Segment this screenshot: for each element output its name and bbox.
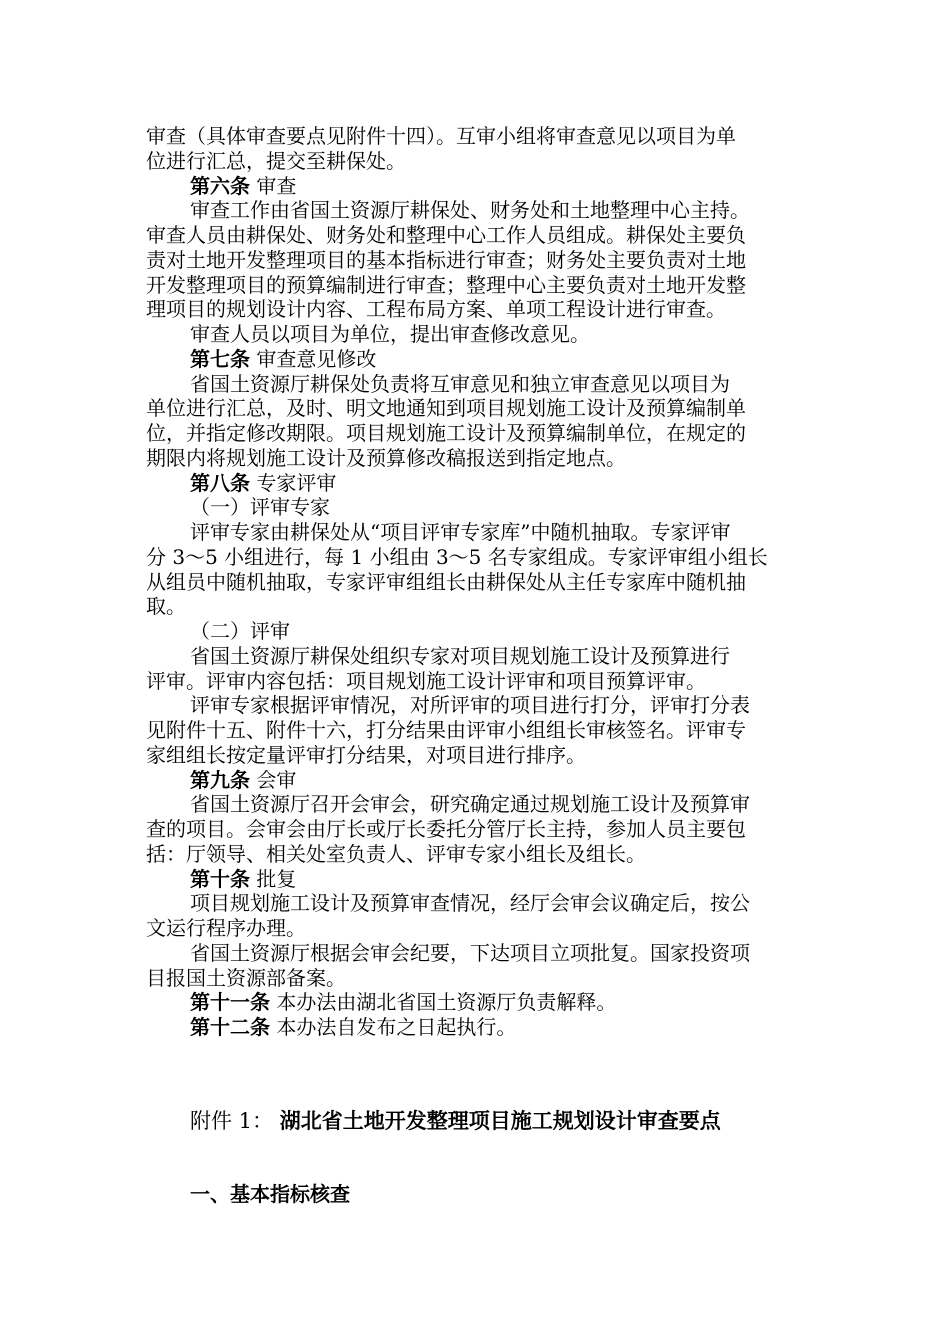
line-text: 责对土地开发整理项目的基本指标进行审查；财务处主要负责对土地	[146, 248, 746, 272]
paragraph-line	[146, 296, 726, 322]
article-number: 第六条	[190, 174, 250, 198]
attachment-title-text: 湖北省土地开发整理项目施工规划设计审查要点	[279, 1109, 721, 1133]
article-heading-line	[190, 1014, 516, 1040]
paragraph-line	[146, 247, 746, 273]
paragraph-line	[190, 371, 730, 397]
line-text: 理项目的规划设计内容、工程布局方案、单项工程设计进行审查。	[146, 297, 726, 321]
line-text: 评审。评审内容包括：项目规划施工设计评审和项目预算评审。	[146, 669, 706, 693]
line-text: 审查人员由耕保处、财务处和整理中心工作人员组成。耕保处主要负	[146, 223, 746, 247]
article-heading-line	[190, 989, 616, 1015]
line-text: 批复	[250, 867, 297, 891]
line-text: 评审专家根据评审情况，对所评审的项目进行打分，评审打分表	[190, 693, 750, 717]
paragraph-line	[146, 272, 746, 298]
line-text: 项目规划施工设计及预算审查情况，经厅会审会议确定后，按公	[190, 891, 750, 915]
paragraph-line	[146, 915, 306, 941]
paragraph-line	[146, 445, 626, 471]
article-number: 第八条	[190, 471, 250, 495]
line-text: 专家评审	[250, 471, 337, 495]
paragraph-line	[190, 197, 750, 223]
line-text: 查的项目。会审会由厅长或厅长委托分管厅长主持，参加人员主要包	[146, 817, 746, 841]
line-text: 取。	[146, 594, 186, 618]
paragraph-line	[146, 816, 746, 842]
section-heading: 一、基本指标核查	[190, 1182, 350, 1206]
line-text: 本办法由湖北省国土资源厅负责解释。	[270, 990, 617, 1014]
paragraph-line	[146, 717, 746, 743]
paragraph-line	[190, 643, 730, 669]
article-number: 第十二条	[190, 1015, 270, 1039]
line-text: 审查人员以项目为单位，提出审查修改意见。	[190, 322, 590, 346]
article-heading-line	[190, 866, 296, 892]
article-number: 第十一条	[190, 990, 270, 1014]
article-number: 第九条	[190, 768, 250, 792]
attachment-prefix: 附件 1：	[190, 1109, 274, 1133]
line-text: 目报国土资源部备案。	[146, 966, 346, 990]
line-text: 审查	[250, 174, 297, 198]
paragraph-line	[146, 965, 346, 991]
paragraph-line	[146, 148, 406, 174]
paragraph-line	[190, 940, 750, 966]
line-text: 开发整理项目的预算编制进行审查；整理中心主要负责对土地开发整	[146, 273, 746, 297]
paragraph-line	[190, 494, 330, 520]
line-text: 审查工作由省国土资源厅耕保处、财务处和土地整理中心主持。	[190, 198, 750, 222]
line-text: 本办法自发布之日起执行。	[270, 1015, 517, 1039]
line-text: （二）评审	[190, 619, 290, 643]
line-text: 省国土资源厅召开会审会，研究确定通过规划施工设计及预算审	[190, 792, 750, 816]
paragraph-line	[190, 321, 590, 347]
paragraph-line	[190, 519, 730, 545]
line-text: 省国土资源厅耕保处组织专家对项目规划施工设计及预算进行	[190, 644, 730, 668]
attachment-title	[190, 1108, 721, 1134]
article-heading-line	[190, 173, 296, 199]
paragraph-line	[146, 395, 746, 421]
line-text: 期限内将规划施工设计及预算修改稿报送到指定地点。	[146, 446, 626, 470]
paragraph-line	[190, 791, 750, 817]
article-number: 第七条	[190, 347, 250, 371]
line-text: 见附件十五、附件十六，打分结果由评审小组组长审核签名。评审专	[146, 718, 746, 742]
line-text: 单位进行汇总，及时、明文地通知到项目规划施工设计及预算编制单	[146, 396, 746, 420]
article-heading-line	[190, 346, 376, 372]
line-text: 家组组长按定量评审打分结果，对项目进行排序。	[146, 743, 586, 767]
line-text: 文运行程序办理。	[146, 916, 306, 940]
paragraph-line	[146, 544, 768, 570]
line-text: （一）评审专家	[190, 495, 330, 519]
paragraph-line	[190, 692, 750, 718]
line-text: 分 3～5 小组进行，每 1 小组由 3～5 名专家组成。专家评审组小组长	[146, 545, 768, 569]
paragraph-line	[146, 222, 746, 248]
paragraph-line	[190, 890, 750, 916]
line-text: 括：厅领导、相关处室负责人、评审专家小组长及组长。	[146, 842, 646, 866]
line-text: 省国土资源厅耕保处负责将互审意见和独立审查意见以项目为	[190, 372, 730, 396]
article-heading-line	[190, 767, 296, 793]
paragraph-line	[146, 742, 586, 768]
line-text: 审查意见修改	[250, 347, 377, 371]
paragraph-line	[146, 593, 186, 619]
paragraph-line	[146, 420, 746, 446]
article-heading-line	[190, 470, 336, 496]
paragraph-line	[146, 569, 746, 595]
line-text: 省国土资源厅根据会审会纪要，下达项目立项批复。国家投资项	[190, 941, 750, 965]
line-text: 从组员中随机抽取，专家评审组组长由耕保处从主任专家库中随机抽	[146, 570, 746, 594]
article-number: 第十条	[190, 867, 250, 891]
paragraph-line	[146, 123, 736, 149]
line-text: 位，并指定修改期限。项目规划施工设计及预算编制单位，在规定的	[146, 421, 746, 445]
line-text: 位进行汇总，提交至耕保处。	[146, 149, 406, 173]
paragraph-line	[146, 668, 706, 694]
paragraph-line	[190, 618, 290, 644]
line-text: 会审	[250, 768, 297, 792]
line-text: 评审专家由耕保处从“项目评审专家库”中随机抽取。专家评审	[190, 520, 731, 544]
paragraph-line	[146, 841, 646, 867]
line-text: 审查（具体审查要点见附件十四）。互审小组将审查意见以项目为单	[146, 124, 736, 148]
